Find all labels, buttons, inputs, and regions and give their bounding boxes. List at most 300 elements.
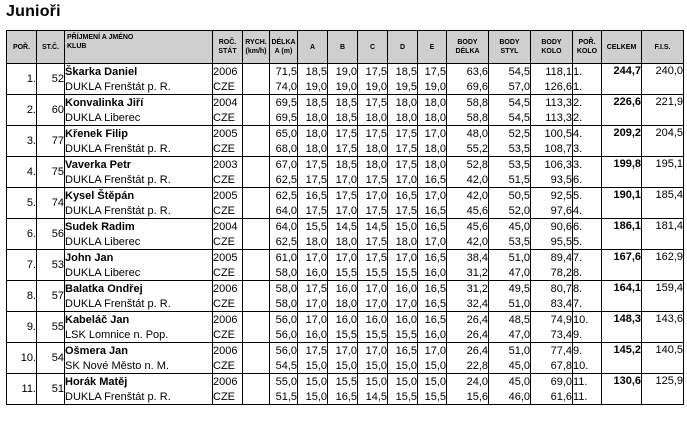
round-rank: 9. xyxy=(573,343,602,359)
judge-b-score: 15,5 xyxy=(328,265,358,281)
judge-c-score: 15,5 xyxy=(358,265,388,281)
judge-e-score: 16,5 xyxy=(418,203,447,219)
judge-c-score: 17,0 xyxy=(358,281,388,297)
total-points: 209,2 xyxy=(602,126,642,157)
judge-b-score: 16,0 xyxy=(328,281,358,297)
points-round: 61,6 xyxy=(531,389,573,405)
judge-b-score: 15,5 xyxy=(328,327,358,343)
athlete-name: Sudek Radim xyxy=(65,219,213,235)
club-name: DUKLA Frenštát p. R. xyxy=(65,296,213,312)
judge-d-score: 17,5 xyxy=(388,157,418,173)
table-row xyxy=(7,343,684,359)
points-round: 80,7 xyxy=(531,281,573,297)
table-row xyxy=(7,327,684,343)
judge-d-score: 18,0 xyxy=(388,95,418,111)
country-code: CZE xyxy=(213,389,243,405)
judge-b-score: 17,5 xyxy=(328,188,358,204)
header-judge-a: A xyxy=(298,31,328,64)
judge-d-score: 15,0 xyxy=(388,219,418,235)
jump-length: 58,0 xyxy=(270,265,298,281)
judge-b-score: 17,5 xyxy=(328,141,358,157)
judge-e-score: 16,5 xyxy=(418,312,447,328)
judge-e-score: 17,0 xyxy=(418,126,447,142)
points-round: 78,2 xyxy=(531,265,573,281)
table-row xyxy=(7,110,684,126)
judge-e-score: 16,5 xyxy=(418,281,447,297)
club-name: DUKLA Liberec xyxy=(65,110,213,126)
rank-cell: 6. xyxy=(7,219,37,250)
speed-cell xyxy=(243,343,270,359)
athlete-name: Ošmera Jan xyxy=(65,343,213,359)
judge-e-score: 16,5 xyxy=(418,219,447,235)
speed-cell xyxy=(243,358,270,374)
points-style: 53,5 xyxy=(489,141,531,157)
points-round: 95,5 xyxy=(531,234,573,250)
bib-cell: 77 xyxy=(37,126,65,157)
judge-c-score: 15,0 xyxy=(358,374,388,390)
birth-year: 2003 xyxy=(213,157,243,173)
rank-cell: 2. xyxy=(7,95,37,126)
rank-cell: 4. xyxy=(7,157,37,188)
points-length: 22,8 xyxy=(447,358,489,374)
judge-c-score: 17,0 xyxy=(358,296,388,312)
birth-year: 2005 xyxy=(213,126,243,142)
round-rank: 6. xyxy=(573,172,602,188)
fis-points: 195,1 xyxy=(642,157,684,188)
jump-length: 62,5 xyxy=(270,188,298,204)
judge-a-score: 15,0 xyxy=(298,358,328,374)
points-round: 74,9 xyxy=(531,312,573,328)
points-style: 52,5 xyxy=(489,126,531,142)
birth-year: 2004 xyxy=(213,219,243,235)
country-code: CZE xyxy=(213,358,243,374)
points-round: 92,5 xyxy=(531,188,573,204)
table-row xyxy=(7,141,684,157)
points-round: 83,4 xyxy=(531,296,573,312)
jump-length: 51,5 xyxy=(270,389,298,405)
judge-a-score: 18,5 xyxy=(298,95,328,111)
points-style: 54,5 xyxy=(489,64,531,80)
points-round: 108,7 xyxy=(531,141,573,157)
rank-cell: 3. xyxy=(7,126,37,157)
judge-d-score: 16,0 xyxy=(388,312,418,328)
judge-a-score: 18,5 xyxy=(298,64,328,80)
athlete-name: Vaverka Petr xyxy=(65,157,213,173)
points-round: 113,3 xyxy=(531,110,573,126)
table-row xyxy=(7,389,684,405)
country-code: CZE xyxy=(213,296,243,312)
judge-a-score: 18,0 xyxy=(298,234,328,250)
bib-cell: 74 xyxy=(37,188,65,219)
judge-e-score: 15,0 xyxy=(418,358,447,374)
judge-a-score: 17,0 xyxy=(298,250,328,266)
table-row xyxy=(7,172,684,188)
judge-a-score: 16,5 xyxy=(298,188,328,204)
points-length: 24,0 xyxy=(447,374,489,390)
judge-a-score: 17,0 xyxy=(298,312,328,328)
rank-cell: 9. xyxy=(7,312,37,343)
round-rank: 7. xyxy=(573,296,602,312)
points-length: 42,0 xyxy=(447,188,489,204)
jump-length: 56,0 xyxy=(270,312,298,328)
judge-b-score: 17,0 xyxy=(328,172,358,188)
points-style: 57,0 xyxy=(489,79,531,95)
judge-c-score: 17,5 xyxy=(358,64,388,80)
total-points: 164,1 xyxy=(602,281,642,312)
points-round: 126,6 xyxy=(531,79,573,95)
judge-c-score: 18,0 xyxy=(358,141,388,157)
judge-b-score: 18,5 xyxy=(328,95,358,111)
judge-a-score: 18,0 xyxy=(298,110,328,126)
points-round: 67,8 xyxy=(531,358,573,374)
points-round: 106,3 xyxy=(531,157,573,173)
header-speed: RYCH. (km/h) xyxy=(243,31,270,64)
athlete-name: Škarka Daniel xyxy=(65,64,213,80)
jump-length: 62,5 xyxy=(270,234,298,250)
judge-d-score: 17,0 xyxy=(388,296,418,312)
club-name: DUKLA Frenštát p. R. xyxy=(65,203,213,219)
fis-points: 185,4 xyxy=(642,188,684,219)
jump-length: 54,5 xyxy=(270,358,298,374)
judge-c-score: 17,5 xyxy=(358,250,388,266)
table-row xyxy=(7,219,684,235)
jump-length: 58,0 xyxy=(270,296,298,312)
points-round: 97,6 xyxy=(531,203,573,219)
header-total: CELKEM xyxy=(602,31,642,64)
jump-length: 55,0 xyxy=(270,374,298,390)
fis-points: 162,9 xyxy=(642,250,684,281)
speed-cell xyxy=(243,79,270,95)
judge-a-score: 17,5 xyxy=(298,343,328,359)
round-rank: 10. xyxy=(573,358,602,374)
points-round: 73,4 xyxy=(531,327,573,343)
points-length: 48,0 xyxy=(447,126,489,142)
points-style: 51,0 xyxy=(489,296,531,312)
judge-c-score: 18,0 xyxy=(358,157,388,173)
judge-d-score: 15,0 xyxy=(388,374,418,390)
jump-length: 65,0 xyxy=(270,126,298,142)
round-rank: 5. xyxy=(573,188,602,204)
header-judge-c: C xyxy=(358,31,388,64)
athlete-name: Konvalinka Jiří xyxy=(65,95,213,111)
points-style: 48,5 xyxy=(489,312,531,328)
judge-b-score: 18,0 xyxy=(328,234,358,250)
judge-d-score: 17,0 xyxy=(388,172,418,188)
points-round: 77,4 xyxy=(531,343,573,359)
judge-d-score: 16,5 xyxy=(388,188,418,204)
judge-a-score: 19,0 xyxy=(298,79,328,95)
header-points-round: BODY KOLO xyxy=(531,31,573,64)
judge-c-score: 15,5 xyxy=(358,327,388,343)
judge-e-score: 17,0 xyxy=(418,343,447,359)
judge-e-score: 16,5 xyxy=(418,296,447,312)
jump-length: 64,0 xyxy=(270,203,298,219)
speed-cell xyxy=(243,374,270,390)
total-points: 167,6 xyxy=(602,250,642,281)
round-rank: 4. xyxy=(573,126,602,142)
speed-cell xyxy=(243,141,270,157)
round-rank: 2. xyxy=(573,95,602,111)
speed-cell xyxy=(243,250,270,266)
round-rank: 3. xyxy=(573,141,602,157)
judge-b-score: 19,0 xyxy=(328,64,358,80)
table-row xyxy=(7,265,684,281)
bib-cell: 60 xyxy=(37,95,65,126)
speed-cell xyxy=(243,203,270,219)
birth-year: 2006 xyxy=(213,281,243,297)
total-points: 190,1 xyxy=(602,188,642,219)
header-judge-b: B xyxy=(328,31,358,64)
points-length: 31,2 xyxy=(447,265,489,281)
judge-c-score: 17,5 xyxy=(358,234,388,250)
rank-cell: 8. xyxy=(7,281,37,312)
points-style: 47,0 xyxy=(489,327,531,343)
country-code: CZE xyxy=(213,110,243,126)
judge-c-score: 17,5 xyxy=(358,95,388,111)
athlete-name: Kabeláč Jan xyxy=(65,312,213,328)
header-points-length: BODY DÉLKA xyxy=(447,31,489,64)
total-points: 226,6 xyxy=(602,95,642,126)
speed-cell xyxy=(243,296,270,312)
country-code: CZE xyxy=(213,327,243,343)
judge-a-score: 15,0 xyxy=(298,389,328,405)
judge-c-score: 17,0 xyxy=(358,343,388,359)
jump-length: 62,5 xyxy=(270,172,298,188)
judge-d-score: 15,5 xyxy=(388,265,418,281)
judge-d-score: 17,5 xyxy=(388,126,418,142)
round-rank: 11. xyxy=(573,389,602,405)
judge-e-score: 15,0 xyxy=(418,374,447,390)
points-round: 118,1 xyxy=(531,64,573,80)
rank-cell: 7. xyxy=(7,250,37,281)
table-row xyxy=(7,374,684,390)
header-bib: ST.Č. xyxy=(37,31,65,64)
table-row xyxy=(7,157,684,173)
country-code: CZE xyxy=(213,234,243,250)
points-length: 15,6 xyxy=(447,389,489,405)
points-length: 38,4 xyxy=(447,250,489,266)
judge-a-score: 15,5 xyxy=(298,219,328,235)
round-rank: 8. xyxy=(573,265,602,281)
points-length: 26,4 xyxy=(447,327,489,343)
points-length: 58,8 xyxy=(447,110,489,126)
points-style: 51,5 xyxy=(489,172,531,188)
table-row xyxy=(7,296,684,312)
judge-d-score: 17,5 xyxy=(388,141,418,157)
fis-points: 159,4 xyxy=(642,281,684,312)
points-round: 89,4 xyxy=(531,250,573,266)
judge-d-score: 15,5 xyxy=(388,327,418,343)
judge-b-score: 17,0 xyxy=(328,250,358,266)
judge-d-score: 17,5 xyxy=(388,203,418,219)
points-style: 53,5 xyxy=(489,157,531,173)
table-row xyxy=(7,312,684,328)
results-table xyxy=(6,30,684,405)
judge-c-score: 17,5 xyxy=(358,126,388,142)
judge-a-score: 17,5 xyxy=(298,172,328,188)
judge-e-score: 16,0 xyxy=(418,265,447,281)
points-round: 90,6 xyxy=(531,219,573,235)
round-rank: 10. xyxy=(573,312,602,328)
judge-e-score: 18,0 xyxy=(418,95,447,111)
club-name: DUKLA Frenštát p. R. xyxy=(65,389,213,405)
bib-cell: 54 xyxy=(37,343,65,374)
table-row xyxy=(7,95,684,111)
club-name: DUKLA Liberec xyxy=(65,265,213,281)
table-row xyxy=(7,358,684,374)
jump-length: 67,0 xyxy=(270,157,298,173)
country-code: CZE xyxy=(213,79,243,95)
fis-points: 125,9 xyxy=(642,374,684,405)
total-points: 199,8 xyxy=(602,157,642,188)
jump-length: 69,5 xyxy=(270,110,298,126)
judge-b-score: 17,0 xyxy=(328,343,358,359)
speed-cell xyxy=(243,389,270,405)
birth-year: 2005 xyxy=(213,250,243,266)
judge-d-score: 15,5 xyxy=(388,389,418,405)
birth-year: 2006 xyxy=(213,374,243,390)
country-code: CZE xyxy=(213,141,243,157)
header-rank: POŘ. xyxy=(7,31,37,64)
judge-b-score: 16,0 xyxy=(328,312,358,328)
judge-a-score: 17,5 xyxy=(298,281,328,297)
jump-length: 56,0 xyxy=(270,343,298,359)
birth-year: 2006 xyxy=(213,312,243,328)
country-code: CZE xyxy=(213,265,243,281)
points-length: 32,4 xyxy=(447,296,489,312)
judge-c-score: 16,0 xyxy=(358,312,388,328)
judge-a-score: 16,0 xyxy=(298,265,328,281)
judge-d-score: 18,0 xyxy=(388,110,418,126)
points-style: 51,0 xyxy=(489,343,531,359)
speed-cell xyxy=(243,157,270,173)
fis-points: 143,6 xyxy=(642,312,684,343)
bib-cell: 56 xyxy=(37,219,65,250)
club-name: DUKLA Frenštát p. R. xyxy=(65,141,213,157)
judge-b-score: 18,5 xyxy=(328,110,358,126)
athlete-name: Křenek Filip xyxy=(65,126,213,142)
table-row xyxy=(7,250,684,266)
judge-a-score: 17,5 xyxy=(298,157,328,173)
country-code: CZE xyxy=(213,203,243,219)
page-title: Junioři xyxy=(6,3,61,20)
total-points: 244,7 xyxy=(602,64,642,95)
judge-a-score: 18,0 xyxy=(298,126,328,142)
jump-length: 74,0 xyxy=(270,79,298,95)
points-length: 26,4 xyxy=(447,343,489,359)
table-row xyxy=(7,64,684,80)
points-style: 50,5 xyxy=(489,188,531,204)
speed-cell xyxy=(243,219,270,235)
judge-d-score: 18,0 xyxy=(388,234,418,250)
judge-a-score: 18,0 xyxy=(298,141,328,157)
jump-length: 61,0 xyxy=(270,250,298,266)
fis-points: 140,5 xyxy=(642,343,684,374)
judge-e-score: 18,0 xyxy=(418,141,447,157)
round-rank: 5. xyxy=(573,234,602,250)
round-rank: 6. xyxy=(573,219,602,235)
bib-cell: 55 xyxy=(37,312,65,343)
judge-b-score: 18,0 xyxy=(328,296,358,312)
table-row xyxy=(7,188,684,204)
round-rank: 11. xyxy=(573,374,602,390)
points-style: 52,0 xyxy=(489,203,531,219)
points-style: 54,5 xyxy=(489,110,531,126)
country-code: CZE xyxy=(213,172,243,188)
points-style: 45,0 xyxy=(489,374,531,390)
round-rank: 9. xyxy=(573,327,602,343)
points-style: 47,0 xyxy=(489,265,531,281)
club-name: DUKLA Frenštát p. R. xyxy=(65,172,213,188)
round-rank: 2. xyxy=(573,110,602,126)
judge-c-score: 14,5 xyxy=(358,219,388,235)
judge-e-score: 16,5 xyxy=(418,250,447,266)
bib-cell: 52 xyxy=(37,64,65,95)
jump-length: 58,0 xyxy=(270,281,298,297)
birth-year: 2006 xyxy=(213,343,243,359)
judge-b-score: 19,0 xyxy=(328,79,358,95)
judge-c-score: 17,5 xyxy=(358,172,388,188)
judge-d-score: 17,0 xyxy=(388,250,418,266)
round-rank: 1. xyxy=(573,79,602,95)
judge-c-score: 19,0 xyxy=(358,79,388,95)
judge-d-score: 19,5 xyxy=(388,79,418,95)
points-style: 54,5 xyxy=(489,95,531,111)
judge-d-score: 15,0 xyxy=(388,358,418,374)
bib-cell: 51 xyxy=(37,374,65,405)
athlete-name: Kysel Štěpán xyxy=(65,188,213,204)
judge-e-score: 17,0 xyxy=(418,234,447,250)
jump-length: 69,5 xyxy=(270,95,298,111)
speed-cell xyxy=(243,234,270,250)
header-fis: F.I.S. xyxy=(642,31,684,64)
judge-b-score: 14,5 xyxy=(328,219,358,235)
points-length: 45,6 xyxy=(447,203,489,219)
judge-e-score: 15,5 xyxy=(418,389,447,405)
total-points: 145,2 xyxy=(602,343,642,374)
table-row xyxy=(7,234,684,250)
round-rank: 7. xyxy=(573,250,602,266)
speed-cell xyxy=(243,172,270,188)
total-points: 186,1 xyxy=(602,219,642,250)
birth-year: 2006 xyxy=(213,64,243,80)
jump-length: 71,5 xyxy=(270,64,298,80)
judge-a-score: 16,0 xyxy=(298,327,328,343)
points-round: 93,5 xyxy=(531,172,573,188)
athlete-name: Horák Matěj xyxy=(65,374,213,390)
speed-cell xyxy=(243,95,270,111)
speed-cell xyxy=(243,312,270,328)
judge-e-score: 16,0 xyxy=(418,327,447,343)
judge-e-score: 17,0 xyxy=(418,188,447,204)
judge-e-score: 17,5 xyxy=(418,64,447,80)
judge-b-score: 15,0 xyxy=(328,358,358,374)
judge-c-score: 15,0 xyxy=(358,358,388,374)
speed-cell xyxy=(243,126,270,142)
judge-e-score: 16,5 xyxy=(418,172,447,188)
judge-d-score: 16,5 xyxy=(388,343,418,359)
points-length: 63,6 xyxy=(447,64,489,80)
speed-cell xyxy=(243,327,270,343)
judge-e-score: 18,0 xyxy=(418,157,447,173)
jump-length: 56,0 xyxy=(270,327,298,343)
points-round: 100,5 xyxy=(531,126,573,142)
judge-c-score: 17,5 xyxy=(358,203,388,219)
points-length: 42,0 xyxy=(447,172,489,188)
points-length: 52,8 xyxy=(447,157,489,173)
rank-cell: 11. xyxy=(7,374,37,405)
header-round-rank: POŘ. KOLO xyxy=(573,31,602,64)
